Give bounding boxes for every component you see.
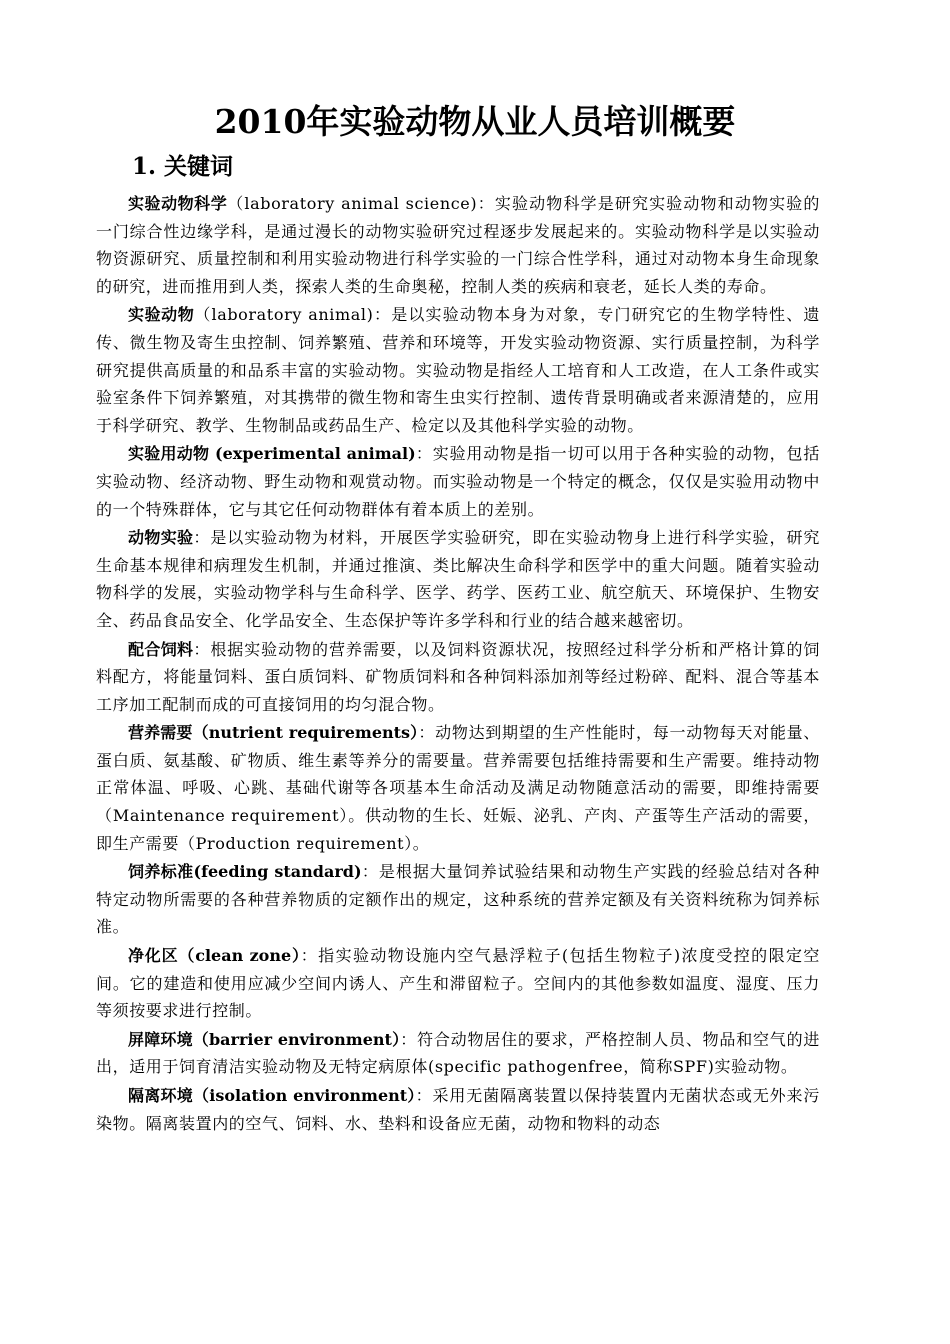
term-definition: ：根据实验动物的营养需要，以及饲料资源状况，按照经过科学分析和严格计算的饲料配方，将能量饲料、蛋白质饲料、矿物质饲料和各种饲料添加剂等经过粉碎、配料、混合等基本工序加工配制而成的可直接饲用的均匀混合物。 <box>96 639 820 714</box>
term-definition: ：指实验动物设施内空气悬浮粒子(包括生物粒子)浓度受控的限定空间。它的建造和使用应减少空间内诱人、产生和滞留粒子。空间内的其他参数如温度、湿度、压力等须按要求进行控制。 <box>96 946 820 1021</box>
term-label: 净化区（clean zone） <box>128 946 301 966</box>
entry-experimental-animal <box>96 440 820 523</box>
entry-nutrient-requirements <box>96 719 820 857</box>
term-label: 动物实验 <box>128 528 194 548</box>
entry-clean-zone <box>96 942 820 1025</box>
term-definition: ：动物达到期望的生产性能时，每一动物每天对能量、蛋白质、氨基酸、矿物质、维生素等养分的需要量。营养需要包括维持需要和生产需要。维持动物正常体温、呼吸、心跳、基础代谢等各项基本生命活动及满足动物随意活动的需要，即维持需要（Maintenance requirement）。供动物的生长、妊娠、泌乳、产肉、产蛋等生产活动的需要，即生产需要（Production requirement）。 <box>96 723 821 853</box>
term-definition: ：采用无菌隔离装置以保持装置内无菌状态或无外来污染物。隔离装置内的空气、饲料、水、垫料和设备应无菌，动物和物料的动态 <box>96 1086 820 1133</box>
entry-animal-experiment <box>96 524 820 634</box>
term-definition: ：是以实验动物为材料，开展医学实验研究，即在实验动物身上进行科学实验，研究生命基本规律和病理发生机制，并通过推演、类比解决生命科学和医学中的重大问题。随着实验动物科学的发展，实验动物学科与生命科学、医学、药学、医药工业、航空航天、环境保护、生物安全、药品食品安全、化学品安全、生态保护等许多学科和行业的结合越来越密切。 <box>96 528 820 630</box>
term-label: 屏障环境（barrier environment） <box>128 1029 401 1049</box>
term-definition: ：实验用动物是指一切可以用于各种实验的动物，包括实验动物、经济动物、野生动物和观赏动物。而实验动物是一个特定的概念，仅仅是实验用动物中的一个特殊群体，它与其它任何动物群体有着本质上的差别。 <box>96 444 820 519</box>
entry-lab-animal-science <box>96 190 820 300</box>
entry-feeding-standard <box>96 858 820 941</box>
term-definition: （laboratory animal)：是以实验动物本身为对象，专门研究它的生物学特性、遗传、微生物及寄生虫控制、饲养繁殖、营养和环境等，开发实验动物资源、实行质量控制，为科学研究提供高质量的和品系丰富的实验动物。实验动物是指经人工培育和人工改造，在人工条件或实验室条件下饲养繁殖，对其携带的微生物和寄生虫实行控制、遗传背景明确或者来源清楚的，应用于科学研究、教学、生物制品或药品生产、检定以及其他科学实验的动物。 <box>96 305 820 435</box>
term-definition: ：符合动物居住的要求，严格控制人员、物品和空气的进出，适用于饲育清洁实验动物及无特定病原体(specific pathogenfree，简称SPF)实验动物。 <box>96 1029 820 1077</box>
section-heading: 1. 关键词 <box>132 153 234 180</box>
term-definition: （laboratory animal science)：实验动物科学是研究实验动物和动物实验的一门综合性边缘学科，是通过漫长的动物实验研究过程逐步发展起来的。实验动物科学是以实验动物资源研究、质量控制和利用实验动物进行科学实验的一门综合性学科，通过对动物本身生命现象的研究，进而推用到人类，探索人类的生命奥秘，控制人类的疾病和衰老，延长人类的寿命。 <box>96 194 820 296</box>
term-label: 饲养标准(feeding standard) <box>128 862 362 882</box>
entry-compound-feed <box>96 636 820 719</box>
term-definition: ：是根据大量饲养试验结果和动物生产实践的经验总结对各种特定动物所需要的各种营养物质的定额作出的规定，这种系统的营养定额及有关资料统称为饲养标准。 <box>96 862 820 937</box>
term-label: 隔离环境（isolation environment） <box>128 1086 416 1105</box>
entry-barrier-environment <box>96 1026 820 1081</box>
document-title: 2010年实验动物从业人员培训概要 <box>214 102 736 141</box>
term-label: 配合饲料 <box>128 639 194 659</box>
term-label: 实验动物科学 <box>128 194 228 213</box>
entry-lab-animal <box>96 301 820 439</box>
term-label: 实验动物 <box>128 305 195 325</box>
term-label: 实验用动物 (experimental animal) <box>128 444 416 464</box>
entry-isolation-environment <box>96 1082 820 1137</box>
document-body <box>96 190 820 1138</box>
term-label: 营养需要（nutrient requirements） <box>128 723 419 743</box>
